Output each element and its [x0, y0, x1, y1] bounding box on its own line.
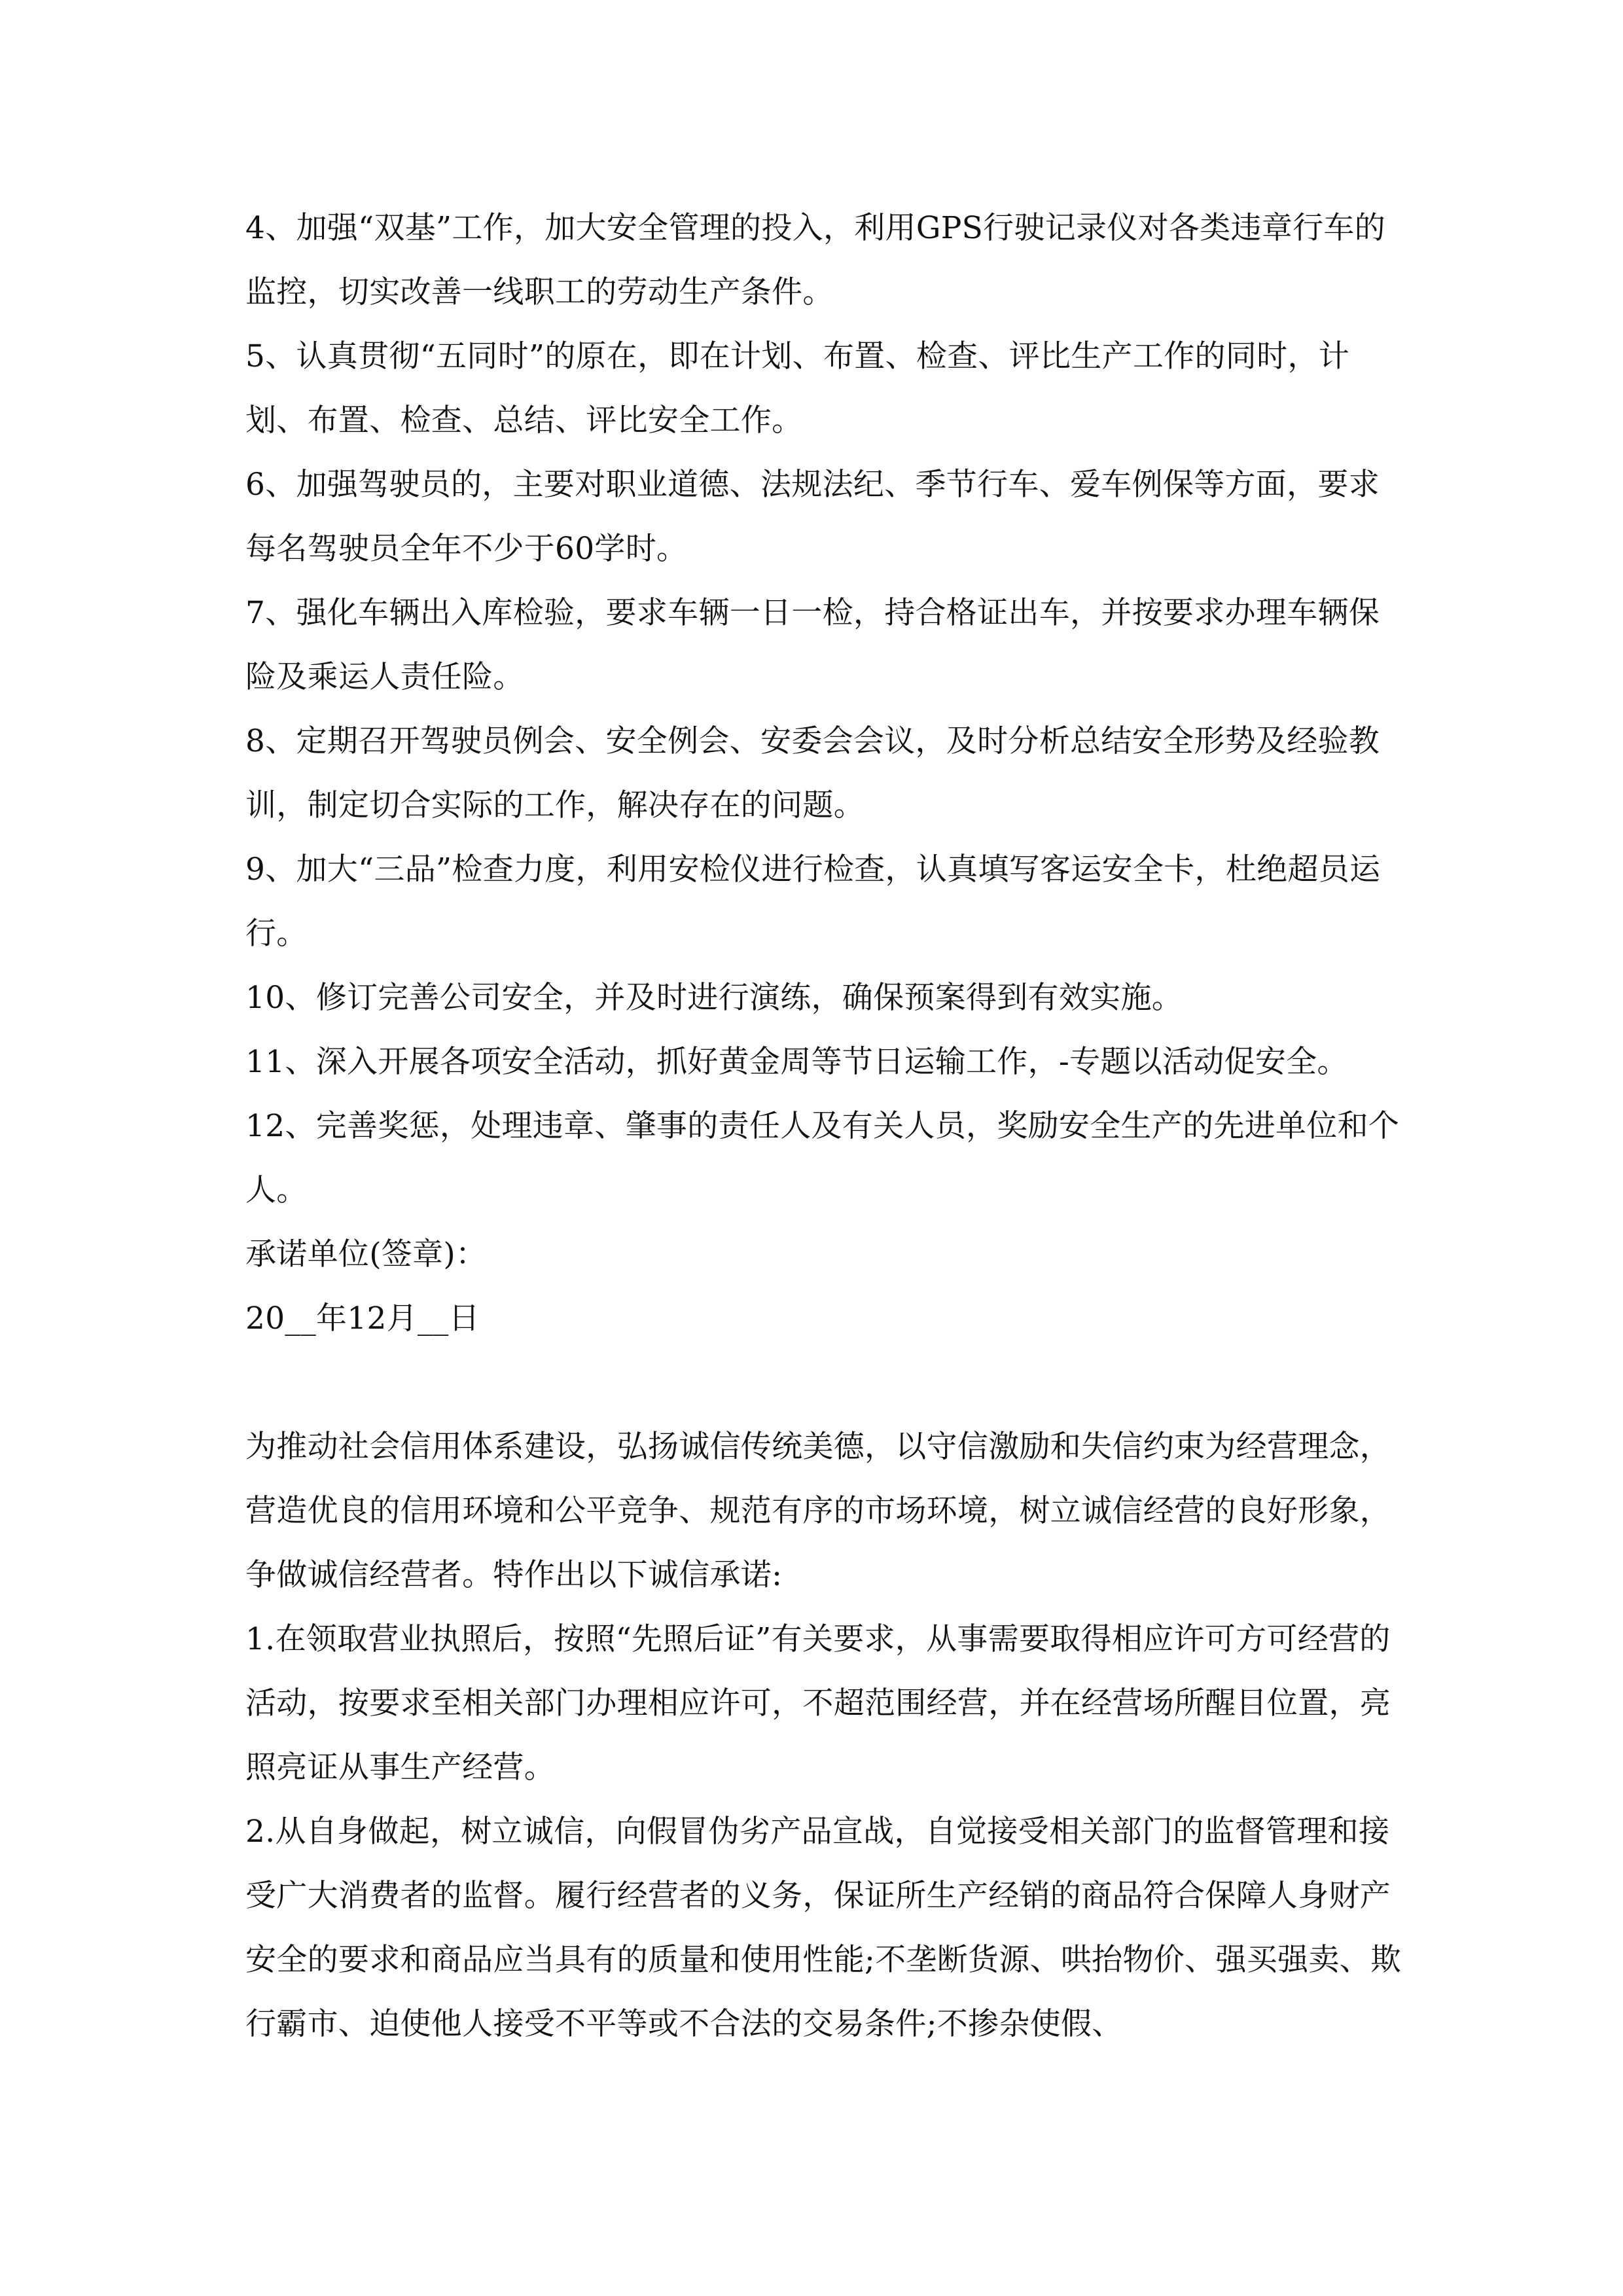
signature-line: 承诺单位(签章)： — [245, 1236, 487, 1272]
commitment-item-2: 2.从自身做起，树立诚信，向假冒伪劣产品宣战，自觉接受相关部门的监督管理和接受广大消费者的监督。履行经营者的义务，保证所生产经销的商品符合保障人身财产安全的要求和商品应当具有的质量和使用性能;不垄断货源、哄抬物价、强买强卖、欺行霸市、迫使他人接受不平等或不合法的交易条件;不掺杂使假、 — [245, 1814, 1402, 2042]
commitment-intro: 为推动社会信用体系建设，弘扬诚信传统美德，以守信激励和失信约束为经营理念，营造优良的信用环境和公平竞争、规范有序的市场环境，树立诚信经营的良好形象，争做诚信经营者。特作出以下诚信承诺: — [245, 1429, 1391, 1593]
item-7: 7、强化车辆出入库检验，要求车辆一日一检，持合格证出车，并按要求办理车辆保险及乘运人责任险。 — [245, 595, 1380, 695]
item-9: 9、加大“三品”检查力度，利用安检仪进行检查，认真填写客运安全卡，杜绝超员运行。 — [245, 852, 1381, 952]
item-8: 8、定期召开驾驶员例会、安全例会、安委会会议，及时分析总结安全形势及经验教训，制定切合实际的工作，解决存在的问题。 — [245, 723, 1380, 823]
item-10: 10、修订完善公司安全，并及时进行演练，确保预案得到有效实施。 — [245, 980, 1183, 1016]
section-gap — [245, 1351, 1410, 1415]
item-6: 6、加强驾驶员的，主要对职业道德、法规法纪、季节行车、爱车例保等方面，要求每名驾驶员全年不少于60学时。 — [245, 467, 1380, 567]
item-12: 12、完善奖惩，处理违章、肇事的责任人及有关人员，奖励安全生产的先进单位和个人。 — [245, 1108, 1400, 1208]
commitment-item-1: 1.在领取营业执照后，按照“先照后证”有关要求，从事需要取得相应许可方可经营的活动，按要求至相关部门办理相应许可，不超范围经营，并在经营场所醒目位置，亮照亮证从事生产经营。 — [245, 1621, 1391, 1785]
document-body — [245, 196, 1410, 2056]
item-11: 11、深入开展各项安全活动，抓好黄金周等节日运输工作，-专题以活动促安全。 — [245, 1044, 1348, 1080]
item-4: 4、加强“双基”工作，加大安全管理的投入，利用GPS行驶记录仪对各类违章行车的监控，切实改善一线职工的劳动生产条件。 — [245, 210, 1386, 310]
date-line: 20__年12月__日 — [245, 1300, 480, 1336]
item-5: 5、认真贯彻“五同时”的原在，即在计划、布置、检查、评比生产工作的同时，计划、布置、检查、总结、评比安全工作。 — [245, 338, 1350, 439]
